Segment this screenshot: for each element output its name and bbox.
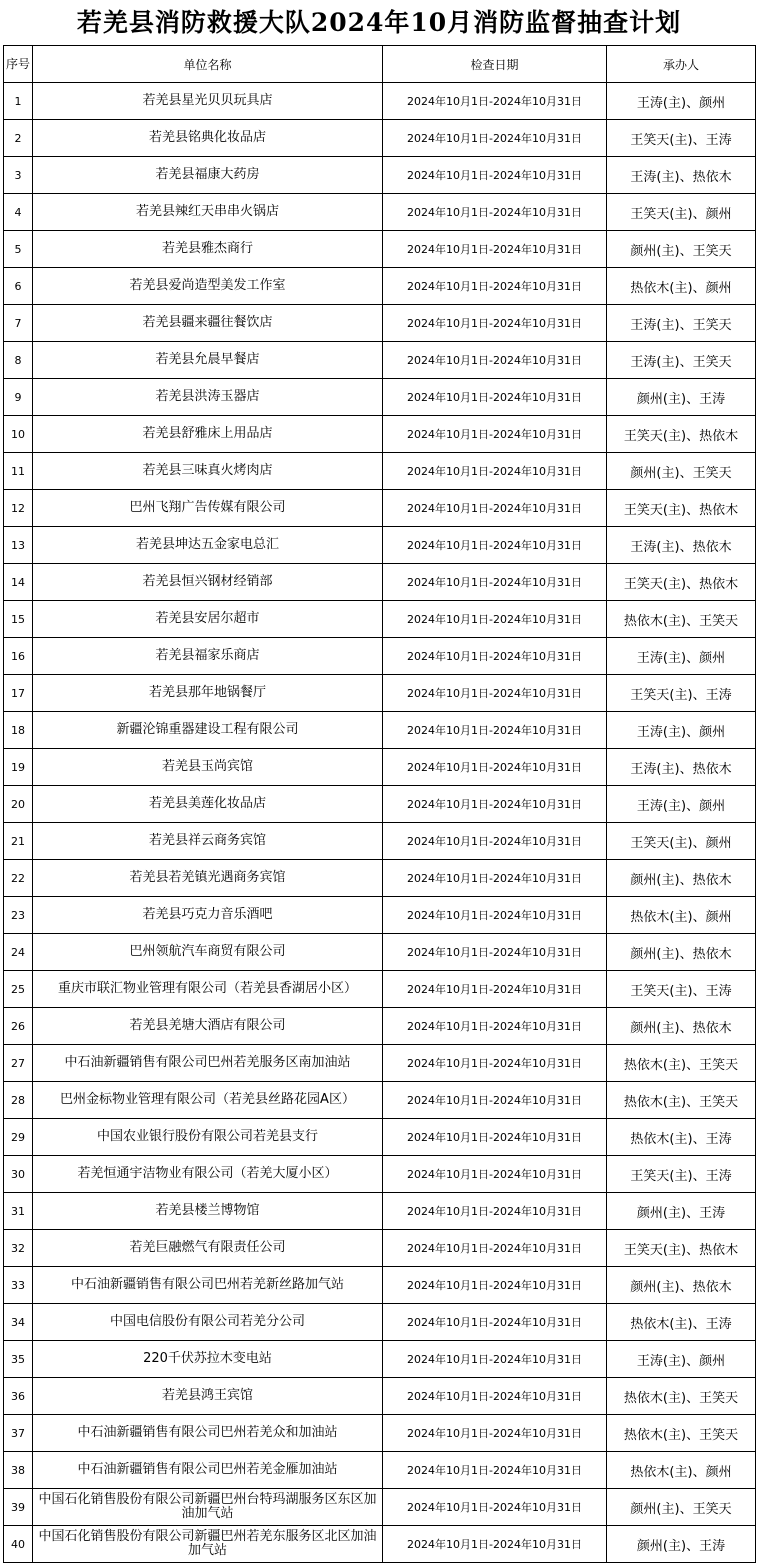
cell-inspection-date: 2024年10月1日-2024年10月31日	[383, 564, 607, 601]
cell-inspection-date: 2024年10月1日-2024年10月31日	[383, 786, 607, 823]
cell-inspection-date: 2024年10月1日-2024年10月31日	[383, 1193, 607, 1230]
cell-handler: 颜州(主)、热依木	[607, 934, 756, 971]
cell-handler: 颜州(主)、王涛	[607, 1526, 756, 1563]
cell-index: 20	[4, 786, 33, 823]
table-row	[4, 342, 756, 379]
cell-unit-name: 中国石化销售股份有限公司新疆巴州若羌东服务区北区加油加气站	[33, 1526, 383, 1563]
table-row	[4, 83, 756, 120]
cell-inspection-date: 2024年10月1日-2024年10月31日	[383, 342, 607, 379]
cell-unit-name: 中石油新疆销售有限公司巴州若羌服务区南加油站	[33, 1045, 383, 1082]
cell-index: 36	[4, 1378, 33, 1415]
table-row	[4, 1008, 756, 1045]
cell-handler: 王涛(主)、颜州	[607, 83, 756, 120]
cell-inspection-date: 2024年10月1日-2024年10月31日	[383, 1119, 607, 1156]
cell-unit-name: 若羌县鸿王宾馆	[33, 1378, 383, 1415]
cell-index: 6	[4, 268, 33, 305]
cell-unit-name: 若羌县坤达五金家电总汇	[33, 527, 383, 564]
cell-handler: 王笑天(主)、颜州	[607, 194, 756, 231]
cell-index: 25	[4, 971, 33, 1008]
table-row	[4, 1267, 756, 1304]
cell-unit-name: 巴州领航汽车商贸有限公司	[33, 934, 383, 971]
cell-handler: 颜州(主)、热依木	[607, 1008, 756, 1045]
cell-inspection-date: 2024年10月1日-2024年10月31日	[383, 823, 607, 860]
cell-handler: 王涛(主)、颜州	[607, 786, 756, 823]
cell-unit-name: 若羌县福家乐商店	[33, 638, 383, 675]
cell-handler: 颜州(主)、热依木	[607, 1267, 756, 1304]
cell-handler: 颜州(主)、王笑天	[607, 231, 756, 268]
cell-index: 37	[4, 1415, 33, 1452]
page-title: 若羌县消防救援大队2024年10月消防监督抽查计划	[76, 8, 682, 37]
cell-handler: 热依木(主)、王涛	[607, 1119, 756, 1156]
cell-inspection-date: 2024年10月1日-2024年10月31日	[383, 527, 607, 564]
cell-inspection-date: 2024年10月1日-2024年10月31日	[383, 971, 607, 1008]
cell-unit-name: 若羌县福康大药房	[33, 157, 383, 194]
cell-unit-name: 若羌县雅杰商行	[33, 231, 383, 268]
cell-inspection-date: 2024年10月1日-2024年10月31日	[383, 1156, 607, 1193]
cell-inspection-date: 2024年10月1日-2024年10月31日	[383, 1304, 607, 1341]
cell-unit-name: 若羌县疆来疆往餐饮店	[33, 305, 383, 342]
cell-handler: 热依木(主)、王笑天	[607, 601, 756, 638]
cell-inspection-date: 2024年10月1日-2024年10月31日	[383, 897, 607, 934]
cell-inspection-date: 2024年10月1日-2024年10月31日	[383, 860, 607, 897]
cell-inspection-date: 2024年10月1日-2024年10月31日	[383, 1341, 607, 1378]
cell-index: 18	[4, 712, 33, 749]
table-row	[4, 1489, 756, 1526]
cell-handler: 热依木(主)、颜州	[607, 1452, 756, 1489]
table-row	[4, 1341, 756, 1378]
cell-index: 7	[4, 305, 33, 342]
inspection-plan-table	[3, 45, 756, 1563]
table-row	[4, 712, 756, 749]
table-row	[4, 268, 756, 305]
cell-index: 23	[4, 897, 33, 934]
cell-index: 12	[4, 490, 33, 527]
cell-handler: 王涛(主)、王笑天	[607, 305, 756, 342]
cell-unit-name: 中国农业银行股份有限公司若羌县支行	[33, 1119, 383, 1156]
cell-index: 13	[4, 527, 33, 564]
cell-index: 5	[4, 231, 33, 268]
cell-inspection-date: 2024年10月1日-2024年10月31日	[383, 638, 607, 675]
cell-unit-name: 若羌巨融燃气有限责任公司	[33, 1230, 383, 1267]
cell-handler: 王涛(主)、颜州	[607, 638, 756, 675]
cell-unit-name: 若羌县恒兴钢材经销部	[33, 564, 383, 601]
header-unit-name: 单位名称	[33, 46, 383, 83]
table-row	[4, 823, 756, 860]
cell-unit-name: 若羌恒通宇洁物业有限公司（若羌大厦小区）	[33, 1156, 383, 1193]
cell-handler: 热依木(主)、王笑天	[607, 1378, 756, 1415]
cell-unit-name: 若羌县巧克力音乐酒吧	[33, 897, 383, 934]
cell-handler: 颜州(主)、王笑天	[607, 453, 756, 490]
cell-index: 8	[4, 342, 33, 379]
cell-inspection-date: 2024年10月1日-2024年10月31日	[383, 1045, 607, 1082]
cell-handler: 颜州(主)、王笑天	[607, 1489, 756, 1526]
cell-handler: 王笑天(主)、热依木	[607, 416, 756, 453]
cell-inspection-date: 2024年10月1日-2024年10月31日	[383, 1378, 607, 1415]
cell-index: 27	[4, 1045, 33, 1082]
header-index: 序号	[4, 46, 33, 83]
cell-unit-name: 巴州飞翔广告传媒有限公司	[33, 490, 383, 527]
cell-inspection-date: 2024年10月1日-2024年10月31日	[383, 934, 607, 971]
cell-inspection-date: 2024年10月1日-2024年10月31日	[383, 305, 607, 342]
table-row	[4, 601, 756, 638]
cell-handler: 王涛(主)、颜州	[607, 712, 756, 749]
cell-unit-name: 若羌县爱尚造型美发工作室	[33, 268, 383, 305]
cell-index: 17	[4, 675, 33, 712]
cell-inspection-date: 2024年10月1日-2024年10月31日	[383, 268, 607, 305]
cell-unit-name: 若羌县洪涛玉器店	[33, 379, 383, 416]
table-row	[4, 1193, 756, 1230]
cell-unit-name: 若羌县羌塘大酒店有限公司	[33, 1008, 383, 1045]
cell-unit-name: 若羌县舒雅床上用品店	[33, 416, 383, 453]
table-row	[4, 1415, 756, 1452]
cell-index: 10	[4, 416, 33, 453]
table-row	[4, 416, 756, 453]
cell-index: 22	[4, 860, 33, 897]
table-row	[4, 897, 756, 934]
cell-handler: 颜州(主)、王涛	[607, 379, 756, 416]
cell-inspection-date: 2024年10月1日-2024年10月31日	[383, 453, 607, 490]
cell-index: 2	[4, 120, 33, 157]
cell-handler: 王笑天(主)、热依木	[607, 1230, 756, 1267]
cell-handler: 热依木(主)、王笑天	[607, 1415, 756, 1452]
table-row	[4, 786, 756, 823]
cell-index: 35	[4, 1341, 33, 1378]
table-row	[4, 860, 756, 897]
cell-handler: 王涛(主)、热依木	[607, 749, 756, 786]
table-row	[4, 1526, 756, 1563]
cell-unit-name: 若羌县三味真火烤肉店	[33, 453, 383, 490]
cell-unit-name: 若羌县那年地锅餐厅	[33, 675, 383, 712]
cell-unit-name: 中石油新疆销售有限公司巴州若羌金雁加油站	[33, 1452, 383, 1489]
cell-unit-name: 重庆市联汇物业管理有限公司（若羌县香湖居小区）	[33, 971, 383, 1008]
cell-index: 4	[4, 194, 33, 231]
cell-handler: 颜州(主)、王涛	[607, 1193, 756, 1230]
cell-unit-name: 中石油新疆销售有限公司巴州若羌众和加油站	[33, 1415, 383, 1452]
cell-index: 40	[4, 1526, 33, 1563]
table-row	[4, 379, 756, 416]
table-row	[4, 527, 756, 564]
table-row	[4, 157, 756, 194]
cell-inspection-date: 2024年10月1日-2024年10月31日	[383, 675, 607, 712]
cell-unit-name: 巴州金标物业管理有限公司（若羌县丝路花园A区）	[33, 1082, 383, 1119]
cell-inspection-date: 2024年10月1日-2024年10月31日	[383, 1082, 607, 1119]
table-row	[4, 305, 756, 342]
cell-handler: 颜州(主)、热依木	[607, 860, 756, 897]
table-row	[4, 120, 756, 157]
cell-handler: 王涛(主)、热依木	[607, 157, 756, 194]
cell-inspection-date: 2024年10月1日-2024年10月31日	[383, 83, 607, 120]
cell-inspection-date: 2024年10月1日-2024年10月31日	[383, 194, 607, 231]
cell-index: 9	[4, 379, 33, 416]
cell-inspection-date: 2024年10月1日-2024年10月31日	[383, 231, 607, 268]
table-row	[4, 1304, 756, 1341]
cell-inspection-date: 2024年10月1日-2024年10月31日	[383, 1452, 607, 1489]
cell-index: 38	[4, 1452, 33, 1489]
cell-unit-name: 中石油新疆销售有限公司巴州若羌新丝路加气站	[33, 1267, 383, 1304]
cell-handler: 热依木(主)、颜州	[607, 268, 756, 305]
cell-inspection-date: 2024年10月1日-2024年10月31日	[383, 1008, 607, 1045]
table-row	[4, 934, 756, 971]
cell-unit-name: 若羌县允晨早餐店	[33, 342, 383, 379]
table-row	[4, 675, 756, 712]
cell-inspection-date: 2024年10月1日-2024年10月31日	[383, 157, 607, 194]
table-header-row	[4, 46, 756, 83]
cell-index: 26	[4, 1008, 33, 1045]
cell-unit-name: 若羌县美莲化妆品店	[33, 786, 383, 823]
cell-handler: 王笑天(主)、王涛	[607, 1156, 756, 1193]
cell-index: 21	[4, 823, 33, 860]
cell-unit-name: 若羌县铭典化妆品店	[33, 120, 383, 157]
table-row	[4, 1156, 756, 1193]
cell-index: 34	[4, 1304, 33, 1341]
cell-handler: 王涛(主)、王笑天	[607, 342, 756, 379]
cell-handler: 王笑天(主)、王涛	[607, 675, 756, 712]
cell-unit-name: 若羌县楼兰博物馆	[33, 1193, 383, 1230]
cell-index: 30	[4, 1156, 33, 1193]
cell-index: 1	[4, 83, 33, 120]
cell-index: 19	[4, 749, 33, 786]
table-row	[4, 231, 756, 268]
cell-unit-name: 中国电信股份有限公司若羌分公司	[33, 1304, 383, 1341]
table-row	[4, 1119, 756, 1156]
cell-inspection-date: 2024年10月1日-2024年10月31日	[383, 749, 607, 786]
cell-inspection-date: 2024年10月1日-2024年10月31日	[383, 120, 607, 157]
cell-unit-name: 若羌县若羌镇光遇商务宾馆	[33, 860, 383, 897]
table-row	[4, 749, 756, 786]
cell-handler: 王涛(主)、热依木	[607, 527, 756, 564]
table-row	[4, 1045, 756, 1082]
table-row	[4, 564, 756, 601]
cell-handler: 热依木(主)、王涛	[607, 1304, 756, 1341]
cell-inspection-date: 2024年10月1日-2024年10月31日	[383, 1267, 607, 1304]
cell-handler: 王笑天(主)、王涛	[607, 971, 756, 1008]
cell-inspection-date: 2024年10月1日-2024年10月31日	[383, 379, 607, 416]
cell-index: 29	[4, 1119, 33, 1156]
cell-index: 15	[4, 601, 33, 638]
table-row	[4, 1082, 756, 1119]
cell-unit-name: 若羌县星光贝贝玩具店	[33, 83, 383, 120]
cell-index: 11	[4, 453, 33, 490]
cell-unit-name: 若羌县玉尚宾馆	[33, 749, 383, 786]
cell-unit-name: 220千伏苏拉木变电站	[33, 1341, 383, 1378]
table-row	[4, 638, 756, 675]
cell-index: 39	[4, 1489, 33, 1526]
cell-handler: 王笑天(主)、颜州	[607, 823, 756, 860]
cell-index: 3	[4, 157, 33, 194]
table-row	[4, 453, 756, 490]
cell-inspection-date: 2024年10月1日-2024年10月31日	[383, 490, 607, 527]
cell-inspection-date: 2024年10月1日-2024年10月31日	[383, 416, 607, 453]
cell-handler: 热依木(主)、王笑天	[607, 1082, 756, 1119]
table-row	[4, 971, 756, 1008]
cell-inspection-date: 2024年10月1日-2024年10月31日	[383, 1489, 607, 1526]
cell-handler: 热依木(主)、颜州	[607, 897, 756, 934]
cell-unit-name: 若羌县辣红天串串火锅店	[33, 194, 383, 231]
table-body	[4, 83, 756, 1563]
cell-unit-name: 中国石化销售股份有限公司新疆巴州台特玛湖服务区东区加油加气站	[33, 1489, 383, 1526]
cell-handler: 王笑天(主)、王涛	[607, 120, 756, 157]
cell-unit-name: 若羌县安居尔超市	[33, 601, 383, 638]
table-row	[4, 194, 756, 231]
table-row	[4, 1230, 756, 1267]
cell-handler: 王笑天(主)、热依木	[607, 490, 756, 527]
cell-inspection-date: 2024年10月1日-2024年10月31日	[383, 1526, 607, 1563]
header-handler: 承办人	[607, 46, 756, 83]
cell-index: 31	[4, 1193, 33, 1230]
cell-index: 16	[4, 638, 33, 675]
cell-handler: 王笑天(主)、热依木	[607, 564, 756, 601]
table-row	[4, 1378, 756, 1415]
cell-inspection-date: 2024年10月1日-2024年10月31日	[383, 1230, 607, 1267]
cell-handler: 热依木(主)、王笑天	[607, 1045, 756, 1082]
cell-index: 14	[4, 564, 33, 601]
cell-index: 28	[4, 1082, 33, 1119]
cell-unit-name: 若羌县祥云商务宾馆	[33, 823, 383, 860]
cell-index: 32	[4, 1230, 33, 1267]
cell-inspection-date: 2024年10月1日-2024年10月31日	[383, 601, 607, 638]
header-inspection-date: 检查日期	[383, 46, 607, 83]
cell-handler: 王涛(主)、颜州	[607, 1341, 756, 1378]
cell-unit-name: 新疆沦锦重器建设工程有限公司	[33, 712, 383, 749]
cell-index: 24	[4, 934, 33, 971]
cell-index: 33	[4, 1267, 33, 1304]
table-row	[4, 490, 756, 527]
cell-inspection-date: 2024年10月1日-2024年10月31日	[383, 712, 607, 749]
cell-inspection-date: 2024年10月1日-2024年10月31日	[383, 1415, 607, 1452]
table-row	[4, 1452, 756, 1489]
